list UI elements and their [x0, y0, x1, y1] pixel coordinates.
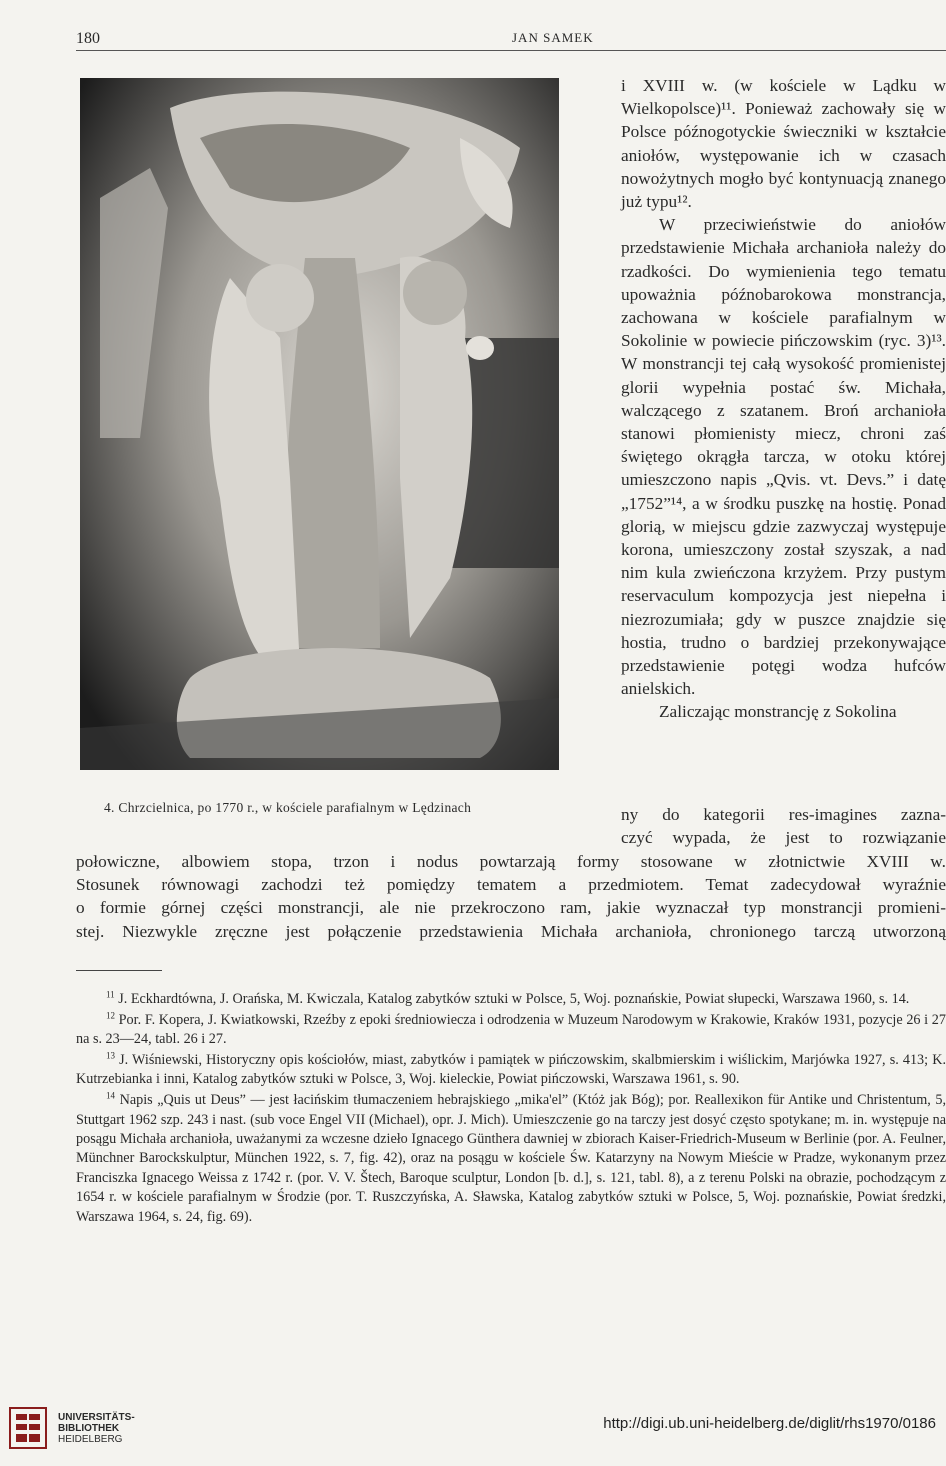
paragraph: Zaliczając monstrancję z Sokolina [659, 702, 897, 722]
header-rule [76, 50, 946, 51]
running-title: JAN SAMEK [512, 30, 594, 45]
footnote [76, 990, 946, 1009]
footnote-rule [76, 970, 162, 971]
footnote-text: J. Eckhardtówna, J. Orańska, M. Kwiczala, Katalog zabytków sztuki w Polsce, 5, Woj. poznańskie, Powiat słupecki, Warszawa 1960, s. 14. [118, 991, 910, 1007]
text-line: o formie górnej części monstrancji, ale nie przekroczono ram, jakie wyznaczał typ monstrancji promieni- [76, 898, 946, 918]
footnotes [76, 990, 946, 1228]
paragraph: W przeciwieństwie do aniołów przedstawienie Michała archanioła należy do rzadkości. Do wymienienia tego tematu upoważnia późnobarokowa monstrancja, zachowana w kościele parafialnym w Sokolinie w powiecie pińczowskim (ryc. 3)¹³. W monstrancji tej całą wysokość promienistej glorii wypełnia postać św. Michała, walczącego z szatanem. Broń archanioła stanowi płomienisty miecz, chroni zaś świętego okrągła tarcza, w otoku której umieszczono napis „Qvis. vt. Devs.” i datę „1752”¹⁴, a w środku puszkę na hostię. Ponad glorią, w miejscu gdzie zazwyczaj występuje korona, umieszczony został szyszak, a nad nim kula zwieńczona krzyżem. Przy pustym reservaculum kompozycja jest niepełna i niezrozumiała; gdy w puszce znajdzie się hostia, trudno o bardziej przekonywające przedstawienie potęgi wodza hufców anielskich. [621, 215, 946, 699]
library-name: UNIVERSITÄTS- BIBLIOTHEK HEIDELBERG [58, 1412, 135, 1445]
running-header [76, 30, 946, 52]
text-line: stej. Niezwykle zręczne jest połączenie przedstawienia Michała archanioła, chronionego tarczą utworzoną [76, 921, 946, 941]
footnote-mark: 14 [106, 1090, 115, 1101]
figure-photo [80, 78, 559, 770]
footnote-mark: 12 [106, 1010, 115, 1021]
footnote [76, 1091, 946, 1227]
footnote-text: J. Wiśniewski, Historyczny opis kościołów, miast, zabytków i pamiątek w pińczowskim, skalbmierskim i wiślickim, Marjówka 1927, s. 413; K. Kutrzebianka i inni, Katalog zabytków sztuki w Polsce, 3, Woj. kieleckie, Powiat pińczowski, Warszawa 1961, s. 90. [76, 1052, 946, 1088]
paragraph: i XVIII w. (w kościele w Lądku w Wielkopolsce)¹¹. Ponieważ zachowały się w Polsce późnogotyckie świeczniki w kształcie aniołów, występowanie ich w czasach nowożytnych mogło być kontynuacją znanego już typu¹². [621, 76, 946, 212]
figure-caption: 4. Chrzcielnica, po 1770 r., w kościele parafialnym w Lędzinach [104, 800, 472, 815]
footnote-text: Por. F. Kopera, J. Kwiatkowski, Rzeźby z epoki średniowiecza i odrodzenia w Muzeum Narodowym w Krakowie, Kraków 1931, pozycje 26 i 27 na s. 23—24, tabl. 26 i 27. [76, 1011, 946, 1048]
side-lines [621, 803, 946, 849]
full-width-lines [76, 850, 946, 943]
footnote-text: Napis „Quis ut Deus” — jest łacińskim tłumaczeniem hebrajskiego „mika'el” (Któż jak Bóg); por. Reallexikon für Antike und Christentum, 5, Stuttgart 1962 szp. 243 i nast. (sub voce Engel VII (Michael), opr. J. Mich). Umieszczenie go na tarczy jest dosyć często spotykane; m. in. występuje na posągu Michała archanioła, uważanymi za wczesne dzieło Ignacego Günthera dawniej w zbiorach Kaiser-Friedrich-Museum w Berlinie (por. A. Feulner, Münchner Barockskulptur, München 1922, s. 7, fig. 42), oraz na posągu w kościele Św. Katarzyny na Nowym Mieście w Pradze, wykonanym przez Franciszka Ignacego Weissa z 1742 r. (por. V. V. Štech, Baroque sculptur, London [b. d.], s. 121, tabl. 8), a z terenu Polski na obrazie, pochodzącym z 1654 r. w kościele parafialnym w Środzie (por. T. Ruszczyńska, A. Sławska, Katalog zabytków sztuki w Polsce, 5, Woj. poznańskie, Powiat średzki, Warszawa 1964, s. 24, fig. 69). [76, 1092, 946, 1225]
text-line: połowiczne, albowiem stopa, trzon i nodus powtarzają formy stosowane w złotnictwie XVIII w. [76, 852, 946, 871]
library-logo-icon [8, 1406, 48, 1450]
footnote [76, 1011, 946, 1050]
footnote [76, 1051, 946, 1090]
source-url[interactable]: http://digi.ub.uni-heidelberg.de/diglit/rhs1970/0186 [603, 1415, 936, 1432]
page-number: 180 [76, 30, 100, 47]
footnote-mark: 11 [106, 989, 115, 1000]
text-line: Stosunek równowagi zachodzi też pomiędzy tematem a przedmiotem. Temat zadecydował wyraźnie [76, 875, 946, 895]
footnote-mark: 13 [106, 1050, 115, 1061]
text-line: czyć wypada, że jest to rozwiązanie [621, 828, 946, 848]
text-column [621, 74, 946, 724]
footer [0, 1395, 946, 1466]
text-line: ny do kategorii res-imagines zazna- [621, 805, 946, 824]
